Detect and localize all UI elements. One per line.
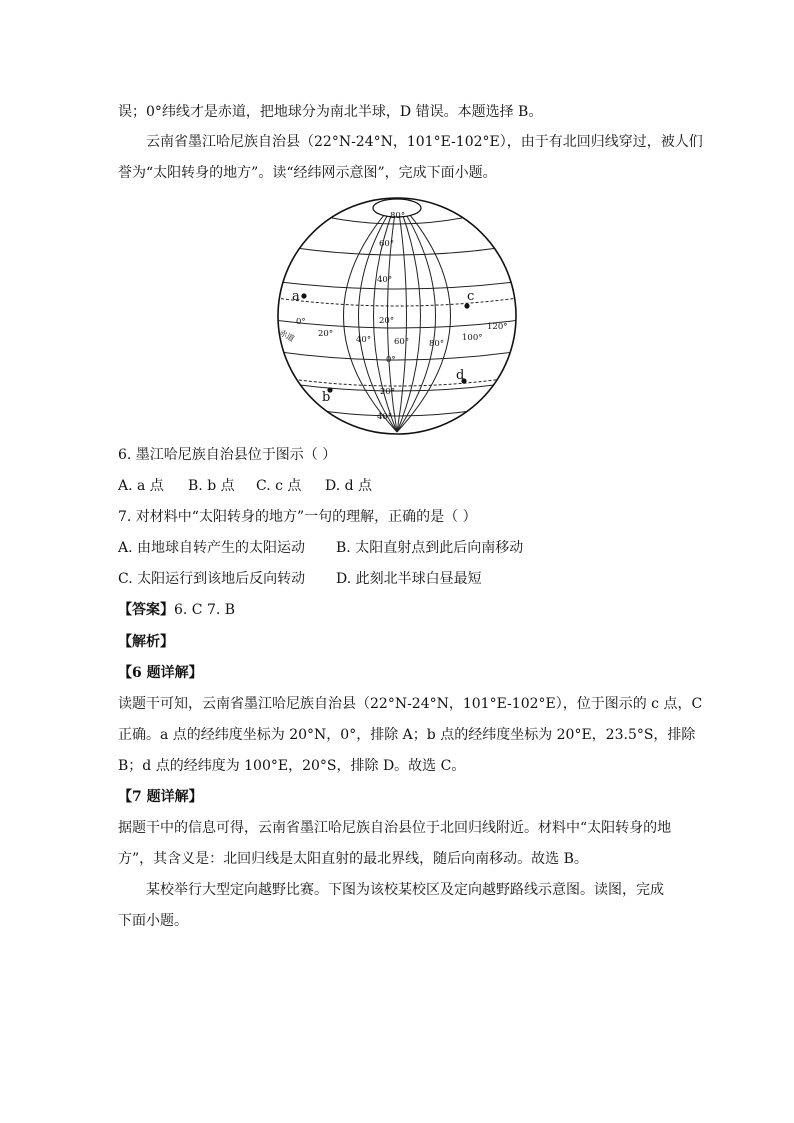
equator-label: 赤道 bbox=[277, 327, 296, 344]
detail-7-line1: 据题干中的信息可得，云南省墨江哈尼族自治县位于北回归线附近。材料中“太阳转身的地 bbox=[118, 820, 672, 836]
lon-label-120: 120° bbox=[487, 322, 508, 332]
lon-label-40: 40° bbox=[356, 335, 372, 345]
question-7-stem: 7. 对材料中“太阳转身的地方”一句的理解，正确的是（ ） bbox=[118, 509, 477, 525]
next-question-intro-line2: 下面小题。 bbox=[118, 913, 188, 929]
paragraph-intro-line2: 誉为“太阳转身的地方”。读“经纬网示意图”，完成下面小题。 bbox=[118, 165, 497, 181]
question-6-stem: 6. 墨江哈尼族自治县位于图示（ ） bbox=[118, 447, 337, 463]
q6-option-d: D. d 点 bbox=[325, 478, 373, 494]
lon-label-20: 20° bbox=[318, 329, 334, 339]
point-c-label: c bbox=[467, 289, 475, 304]
detail-7-heading: 【7 题详解】 bbox=[118, 789, 203, 805]
q7-option-c: C. 太阳运行到该地后反向转动 bbox=[118, 571, 306, 587]
analysis-heading: 【解析】 bbox=[118, 634, 174, 650]
globe-outline bbox=[278, 198, 516, 434]
point-d-label: d bbox=[456, 368, 465, 383]
lat-label-20n: 20° bbox=[379, 316, 395, 326]
answer-label: 【答案】 bbox=[118, 602, 174, 618]
parallel-line bbox=[296, 248, 498, 255]
parallel-line bbox=[280, 282, 514, 289]
answer-text: 6. C 7. B bbox=[174, 602, 236, 618]
parallel-line bbox=[280, 352, 514, 360]
q7-option-a: A. 由地球自转产生的太阳运动 bbox=[118, 540, 306, 556]
q6-option-a: A. a 点 bbox=[118, 478, 164, 494]
tropic-of-cancer-dashed bbox=[276, 298, 518, 306]
lon-label-100: 100° bbox=[462, 333, 483, 343]
detail-6-line2: 正确。a 点的经纬度坐标为 20°N，0°，排除 A；b 点的经纬度坐标为 20°E，23.5°S，排除 bbox=[118, 727, 696, 743]
answer-line bbox=[118, 600, 235, 620]
lat-label-20s: 20° bbox=[380, 387, 396, 397]
q6-option-b: B. b 点 bbox=[188, 478, 235, 494]
q7-option-b: B. 太阳直射点到此后向南移动 bbox=[336, 540, 524, 556]
detail-6-heading: 【6 题详解】 bbox=[118, 665, 203, 681]
point-a-marker bbox=[301, 293, 306, 298]
lon-label-60: 60° bbox=[394, 337, 410, 347]
point-c-marker bbox=[464, 303, 469, 308]
meridian-line bbox=[397, 200, 451, 432]
lat-label-0: 0° bbox=[386, 355, 396, 365]
lon-label-80: 80° bbox=[429, 339, 445, 349]
lat-label-80: 80° bbox=[390, 211, 406, 221]
paragraph-prev-answer: 误；0°纬线才是赤道，把地球分为南北半球，D 错误。本题选择 B。 bbox=[118, 104, 543, 120]
parallel-line bbox=[274, 320, 520, 328]
q7-option-d: D. 此刻北半球白昼最短 bbox=[336, 571, 482, 587]
lat-label-40n: 40° bbox=[377, 275, 393, 285]
point-b-label: b bbox=[322, 390, 331, 405]
lat-label-40s: 40° bbox=[377, 412, 393, 422]
meridian-line bbox=[397, 200, 436, 432]
paragraph-intro-line1: 云南省墨江哈尼族自治县（22°N-24°N，101°E-102°E），由于有北回归线穿过，被人们 bbox=[146, 134, 703, 150]
point-a-label: a bbox=[292, 289, 300, 304]
meridian-line bbox=[397, 200, 407, 432]
next-question-intro-line1: 某校举行大型定向越野比赛。下图为该校某校区及定向越野路线示意图。读图，完成 bbox=[146, 882, 664, 898]
lat-label-60: 60° bbox=[379, 239, 395, 249]
detail-6-line3: B；d 点的经纬度为 100°E，20°S，排除 D。故选 C。 bbox=[118, 758, 466, 774]
q6-option-c: C. c 点 bbox=[256, 478, 302, 494]
detail-6-line1: 读题干可知，云南省墨江哈尼族自治县（22°N-24°N，101°E-102°E），位于图示的 c 点，C bbox=[118, 696, 703, 712]
detail-7-line2: 方”，其含义是：北回归线是太阳直射的最北界线，随后向南移动。故选 B。 bbox=[118, 851, 588, 867]
lon-label-0: 0° bbox=[296, 317, 306, 327]
parallel-line bbox=[316, 410, 478, 416]
latitude-longitude-globe-figure bbox=[272, 196, 522, 436]
tropic-of-capricorn-dashed bbox=[284, 378, 510, 386]
